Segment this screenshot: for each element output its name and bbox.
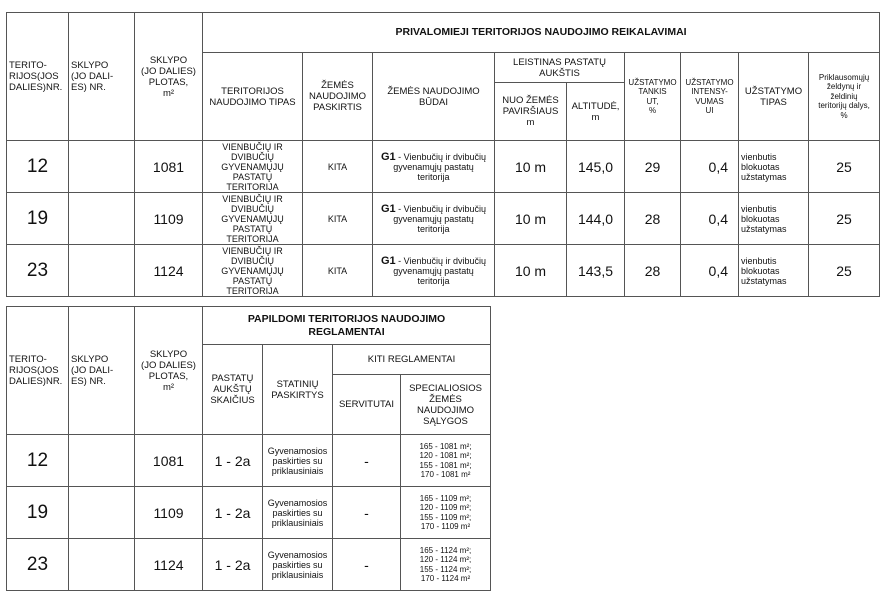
land-method [373,245,495,297]
plot-area: 1124 [135,539,203,591]
territory-no: 12 [7,435,69,487]
table-row [7,141,880,193]
green-share: 25 [809,141,880,193]
header-build-type: UŽSTATYMO TIPAS [739,53,809,141]
density: 28 [625,193,681,245]
header-land-purpose: ŽEMĖS NAUDOJIMO PASKIRTIS [303,53,373,141]
method-text: - Vienbučių ir dvibučių gyvenamųjų pastatų teritorija [393,151,487,182]
territory-no: 23 [7,245,69,297]
use-type: VIENBUČIŲ IR DVIBUČIŲ GYVENAMŲJŲ PASTATŲ TERITORIJA [203,141,303,193]
header-intensity: UŽSTATYMO INTENSY- VUMAS UI [681,53,739,141]
header-special: SPECIALIOSIOS ŽEMĖS NAUDOJIMO SĄLYGOS [401,375,491,435]
method-text: - Vienbučių ir dvibučių gyvenamųjų pastatų teritorija [393,255,487,286]
plot-area: 1124 [135,245,203,297]
table-row [7,487,491,539]
land-method [373,141,495,193]
method-text: - Vienbučių ir dvibučių gyvenamųjų pastatų teritorija [393,203,487,234]
land-purpose: KITA [303,245,373,297]
use-type: VIENBUČIŲ IR DVIBUČIŲ GYVENAMŲJŲ PASTATŲ TERITORIJA [203,245,303,297]
build-type: vienbutis blokuotas užstatymas [739,245,809,297]
servitudes: - [333,435,401,487]
header-plot-no: SKLYPO (JO DALI- ES) NR. [69,307,135,435]
building-purpose: Gyvenamosios paskirties su priklausiniais [263,487,333,539]
header-territory-no: TERITO- RIJOS(JOS DALIES)NR. [7,13,69,141]
territory-no: 12 [7,141,69,193]
special-conditions: 165 - 1124 m²; 120 - 1124 m²; 155 - 1124 m²; 170 - 1124 m² [401,539,491,591]
table-row [7,539,491,591]
height-surface: 10 m [495,141,567,193]
density: 29 [625,141,681,193]
header-servitudes: SERVITUTAI [333,375,401,435]
density: 28 [625,245,681,297]
table1-title: PRIVALOMIEJI TERITORIJOS NAUDOJIMO REIKALAVIMAI [203,13,880,53]
header-altitude: ALTITUDĖ, m [567,83,625,141]
table-row [7,435,491,487]
use-type: VIENBUČIŲ IR DVIBUČIŲ GYVENAMŲJŲ PASTATŲ TERITORIJA [203,193,303,245]
header-building-purpose: STATINIŲ PASKIRTYS [263,345,333,435]
territory-no: 23 [7,539,69,591]
special-conditions: 165 - 1109 m²; 120 - 1109 m²; 155 - 1109 m²; 170 - 1109 m² [401,487,491,539]
green-share: 25 [809,193,880,245]
altitude: 143,5 [567,245,625,297]
additional-regulations-table [6,306,491,591]
land-purpose: KITA [303,193,373,245]
method-code: G1 [380,202,396,215]
territory-no: 19 [7,193,69,245]
intensity: 0,4 [681,193,739,245]
land-purpose: KITA [303,141,373,193]
land-method [373,193,495,245]
intensity: 0,4 [681,245,739,297]
mandatory-requirements-table [6,12,880,297]
header-floors: PASTATŲ AUKŠTŲ SKAIČIUS [203,345,263,435]
header-height-group: LEISTINAS PASTATŲ AUKŠTIS [495,53,625,83]
height-surface: 10 m [495,193,567,245]
header-other: KITI REGLAMENTAI [333,345,491,375]
method-code: G1 [380,150,396,163]
building-purpose: Gyvenamosios paskirties su priklausiniais [263,539,333,591]
header-plot-area: SKLYPO (JO DALIES) PLOTAS, m² [135,307,203,435]
height-surface: 10 m [495,245,567,297]
header-plot-no: SKLYPO (JO DALI- ES) NR. [69,13,135,141]
header-height-surface: NUO ŽEMĖS PAVIRŠIAUS m [495,83,567,141]
plot-area: 1109 [135,487,203,539]
intensity: 0,4 [681,141,739,193]
floors: 1 - 2a [203,487,263,539]
table-row [7,193,880,245]
method-code: G1 [380,254,396,267]
header-green: Priklausomųjų želdynų ir želdinių teritorijų dalys, % [809,53,880,141]
special-conditions: 165 - 1081 m²; 120 - 1081 m²; 155 - 1081 m²; 170 - 1081 m² [401,435,491,487]
table2-title: PAPILDOMI TERITORIJOS NAUDOJIMO REGLAMENTAI [203,307,491,345]
floors: 1 - 2a [203,539,263,591]
header-territory-no: TERITO- RIJOS(JOS DALIES)NR. [7,307,69,435]
header-land-method: ŽEMĖS NAUDOJIMO BŪDAI [373,53,495,141]
altitude: 145,0 [567,141,625,193]
plot-area: 1081 [135,141,203,193]
table-row [7,245,880,297]
build-type: vienbutis blokuotas užstatymas [739,193,809,245]
header-plot-area: SKLYPO (JO DALIES) PLOTAS, m² [135,13,203,141]
servitudes: - [333,539,401,591]
servitudes: - [333,487,401,539]
plot-area: 1109 [135,193,203,245]
header-density: UŽSTATYMO TANKIS UT, % [625,53,681,141]
territory-no: 19 [7,487,69,539]
green-share: 25 [809,245,880,297]
building-purpose: Gyvenamosios paskirties su priklausiniais [263,435,333,487]
altitude: 144,0 [567,193,625,245]
build-type: vienbutis blokuotas užstatymas [739,141,809,193]
plot-area: 1081 [135,435,203,487]
header-use-type: TERITORIJOS NAUDOJIMO TIPAS [203,53,303,141]
floors: 1 - 2a [203,435,263,487]
